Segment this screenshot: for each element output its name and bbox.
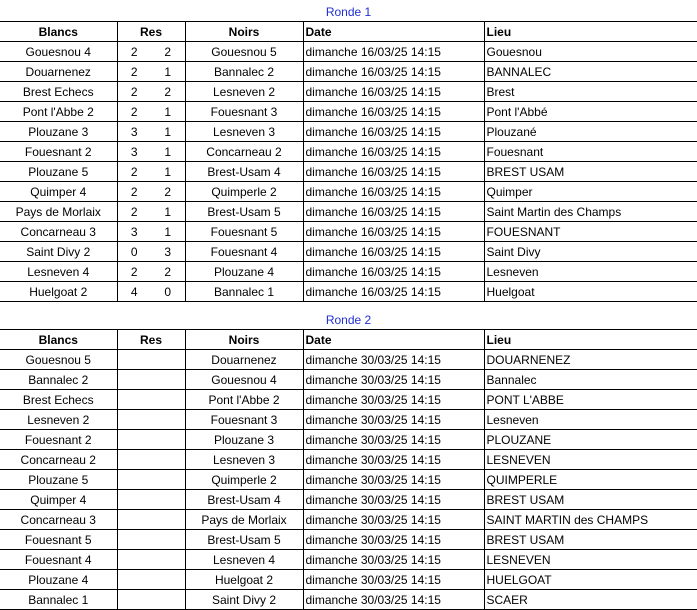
- game-row: [0, 370, 697, 390]
- white-team-cell: Plouzane 4: [0, 570, 117, 590]
- date-cell: dimanche 16/03/25 14:15: [303, 222, 484, 242]
- date-cell: dimanche 16/03/25 14:15: [303, 182, 484, 202]
- black-team-cell: Quimperle 2: [185, 182, 303, 202]
- place-cell: Saint Martin des Champs: [484, 202, 697, 222]
- date-cell: dimanche 16/03/25 14:15: [303, 82, 484, 102]
- game-row: [0, 590, 697, 610]
- result-black-cell: 2: [151, 42, 185, 62]
- result-white-cell: [117, 570, 151, 590]
- white-team-cell: Bannalec 1: [0, 590, 117, 610]
- place-cell: Fouesnant: [484, 142, 697, 162]
- round-1-table: [0, 2, 697, 302]
- white-team-cell: Plouzane 5: [0, 162, 117, 182]
- game-row: [0, 570, 697, 590]
- date-cell: dimanche 30/03/25 14:15: [303, 410, 484, 430]
- result-black-cell: 1: [151, 222, 185, 242]
- result-white-cell: 0: [117, 242, 151, 262]
- result-black-cell: 1: [151, 122, 185, 142]
- game-row: [0, 202, 697, 222]
- result-black-cell: [151, 590, 185, 610]
- white-team-cell: Douarnenez: [0, 62, 117, 82]
- place-cell: Lesneven: [484, 410, 697, 430]
- result-white-cell: [117, 510, 151, 530]
- result-white-cell: 2: [117, 102, 151, 122]
- game-row: [0, 410, 697, 430]
- result-black-cell: 1: [151, 202, 185, 222]
- white-team-cell: Concarneau 2: [0, 450, 117, 470]
- black-team-cell: Pays de Morlaix: [185, 510, 303, 530]
- game-row: [0, 530, 697, 550]
- col-header-white: Blancs: [0, 22, 117, 42]
- date-cell: dimanche 16/03/25 14:15: [303, 282, 484, 302]
- black-team-cell: Brest-Usam 5: [185, 530, 303, 550]
- place-cell: Lesneven: [484, 262, 697, 282]
- black-team-cell: Quimperle 2: [185, 470, 303, 490]
- place-cell: LESNEVEN: [484, 550, 697, 570]
- result-white-cell: 3: [117, 142, 151, 162]
- header-row: [0, 330, 697, 350]
- place-cell: HUELGOAT: [484, 570, 697, 590]
- black-team-cell: Douarnenez: [185, 350, 303, 370]
- date-cell: dimanche 16/03/25 14:15: [303, 202, 484, 222]
- white-team-cell: Brest Echecs: [0, 390, 117, 410]
- black-team-cell: Plouzane 3: [185, 430, 303, 450]
- result-black-cell: 1: [151, 142, 185, 162]
- date-cell: dimanche 30/03/25 14:15: [303, 390, 484, 410]
- result-black-cell: [151, 410, 185, 430]
- round-title: Ronde 2: [0, 310, 697, 330]
- white-team-cell: Pays de Morlaix: [0, 202, 117, 222]
- black-team-cell: Pont l'Abbe 2: [185, 390, 303, 410]
- white-team-cell: Fouesnant 2: [0, 142, 117, 162]
- date-cell: dimanche 16/03/25 14:15: [303, 242, 484, 262]
- date-cell: dimanche 30/03/25 14:15: [303, 570, 484, 590]
- col-header-place: Lieu: [484, 22, 697, 42]
- result-black-cell: 2: [151, 262, 185, 282]
- place-cell: BREST USAM: [484, 490, 697, 510]
- date-cell: dimanche 16/03/25 14:15: [303, 262, 484, 282]
- game-row: [0, 450, 697, 470]
- white-team-cell: Quimper 4: [0, 182, 117, 202]
- col-header-result: Res: [117, 22, 185, 42]
- black-team-cell: Huelgoat 2: [185, 570, 303, 590]
- black-team-cell: Fouesnant 5: [185, 222, 303, 242]
- white-team-cell: Gouesnou 5: [0, 350, 117, 370]
- date-cell: dimanche 30/03/25 14:15: [303, 370, 484, 390]
- result-black-cell: [151, 390, 185, 410]
- game-row: [0, 162, 697, 182]
- place-cell: BREST USAM: [484, 530, 697, 550]
- place-cell: SAINT MARTIN des CHAMPS: [484, 510, 697, 530]
- black-team-cell: Fouesnant 3: [185, 410, 303, 430]
- game-row: [0, 142, 697, 162]
- game-row: [0, 490, 697, 510]
- date-cell: dimanche 30/03/25 14:15: [303, 350, 484, 370]
- white-team-cell: Lesneven 2: [0, 410, 117, 430]
- col-header-black: Noirs: [185, 330, 303, 350]
- game-row: [0, 262, 697, 282]
- date-cell: dimanche 30/03/25 14:15: [303, 450, 484, 470]
- white-team-cell: Brest Echecs: [0, 82, 117, 102]
- result-white-cell: 2: [117, 62, 151, 82]
- result-black-cell: [151, 370, 185, 390]
- col-header-date: Date: [303, 22, 484, 42]
- black-team-cell: Gouesnou 5: [185, 42, 303, 62]
- result-white-cell: [117, 550, 151, 570]
- place-cell: Plouzané: [484, 122, 697, 142]
- place-cell: Gouesnou: [484, 42, 697, 62]
- black-team-cell: Brest-Usam 4: [185, 490, 303, 510]
- date-cell: dimanche 16/03/25 14:15: [303, 42, 484, 62]
- result-white-cell: 3: [117, 122, 151, 142]
- game-row: [0, 430, 697, 450]
- black-team-cell: Lesneven 4: [185, 550, 303, 570]
- result-white-cell: [117, 530, 151, 550]
- game-row: [0, 62, 697, 82]
- white-team-cell: Fouesnant 2: [0, 430, 117, 450]
- place-cell: QUIMPERLE: [484, 470, 697, 490]
- game-row: [0, 82, 697, 102]
- result-black-cell: 2: [151, 182, 185, 202]
- result-white-cell: [117, 390, 151, 410]
- date-cell: dimanche 30/03/25 14:15: [303, 470, 484, 490]
- place-cell: SCAER: [484, 590, 697, 610]
- black-team-cell: Lesneven 3: [185, 450, 303, 470]
- result-black-cell: [151, 550, 185, 570]
- date-cell: dimanche 30/03/25 14:15: [303, 590, 484, 610]
- game-row: [0, 470, 697, 490]
- date-cell: dimanche 16/03/25 14:15: [303, 122, 484, 142]
- result-black-cell: [151, 450, 185, 470]
- result-black-cell: [151, 530, 185, 550]
- white-team-cell: Fouesnant 4: [0, 550, 117, 570]
- round-2-table: [0, 310, 697, 610]
- result-white-cell: 2: [117, 42, 151, 62]
- place-cell: DOUARNENEZ: [484, 350, 697, 370]
- black-team-cell: Fouesnant 4: [185, 242, 303, 262]
- white-team-cell: Pont l'Abbe 2: [0, 102, 117, 122]
- white-team-cell: Concarneau 3: [0, 222, 117, 242]
- game-row: [0, 182, 697, 202]
- result-white-cell: 2: [117, 202, 151, 222]
- result-white-cell: [117, 450, 151, 470]
- white-team-cell: Bannalec 2: [0, 370, 117, 390]
- result-black-cell: [151, 510, 185, 530]
- place-cell: Pont l'Abbé: [484, 102, 697, 122]
- place-cell: Saint Divy: [484, 242, 697, 262]
- black-team-cell: Plouzane 4: [185, 262, 303, 282]
- result-white-cell: [117, 410, 151, 430]
- col-header-black: Noirs: [185, 22, 303, 42]
- date-cell: dimanche 30/03/25 14:15: [303, 530, 484, 550]
- black-team-cell: Brest-Usam 5: [185, 202, 303, 222]
- result-white-cell: [117, 470, 151, 490]
- place-cell: LESNEVEN: [484, 450, 697, 470]
- result-black-cell: [151, 470, 185, 490]
- result-black-cell: 3: [151, 242, 185, 262]
- round-title: Ronde 1: [0, 2, 697, 22]
- date-cell: dimanche 16/03/25 14:15: [303, 162, 484, 182]
- white-team-cell: Concarneau 3: [0, 510, 117, 530]
- place-cell: Quimper: [484, 182, 697, 202]
- place-cell: PLOUZANE: [484, 430, 697, 450]
- col-header-result: Res: [117, 330, 185, 350]
- game-row: [0, 242, 697, 262]
- white-team-cell: Saint Divy 2: [0, 242, 117, 262]
- white-team-cell: Quimper 4: [0, 490, 117, 510]
- date-cell: dimanche 16/03/25 14:15: [303, 62, 484, 82]
- black-team-cell: Lesneven 2: [185, 82, 303, 102]
- date-cell: dimanche 30/03/25 14:15: [303, 510, 484, 530]
- black-team-cell: Concarneau 2: [185, 142, 303, 162]
- result-black-cell: 1: [151, 102, 185, 122]
- result-white-cell: 4: [117, 282, 151, 302]
- round-1-section: [0, 2, 697, 302]
- black-team-cell: Bannalec 1: [185, 282, 303, 302]
- col-header-place: Lieu: [484, 330, 697, 350]
- result-white-cell: 3: [117, 222, 151, 242]
- place-cell: Brest: [484, 82, 697, 102]
- col-header-date: Date: [303, 330, 484, 350]
- result-white-cell: 2: [117, 262, 151, 282]
- black-team-cell: Lesneven 3: [185, 122, 303, 142]
- white-team-cell: Huelgoat 2: [0, 282, 117, 302]
- date-cell: dimanche 30/03/25 14:15: [303, 550, 484, 570]
- white-team-cell: Lesneven 4: [0, 262, 117, 282]
- date-cell: dimanche 16/03/25 14:15: [303, 102, 484, 122]
- place-cell: FOUESNANT: [484, 222, 697, 242]
- game-row: [0, 222, 697, 242]
- game-row: [0, 282, 697, 302]
- result-white-cell: [117, 590, 151, 610]
- result-white-cell: 2: [117, 182, 151, 202]
- date-cell: dimanche 30/03/25 14:15: [303, 430, 484, 450]
- black-team-cell: Saint Divy 2: [185, 590, 303, 610]
- result-black-cell: [151, 430, 185, 450]
- place-cell: BANNALEC: [484, 62, 697, 82]
- col-header-white: Blancs: [0, 330, 117, 350]
- result-white-cell: 2: [117, 82, 151, 102]
- result-white-cell: 2: [117, 162, 151, 182]
- black-team-cell: Bannalec 2: [185, 62, 303, 82]
- game-row: [0, 510, 697, 530]
- white-team-cell: Fouesnant 5: [0, 530, 117, 550]
- game-row: [0, 350, 697, 370]
- white-team-cell: Plouzane 3: [0, 122, 117, 142]
- place-cell: Huelgoat: [484, 282, 697, 302]
- result-white-cell: [117, 350, 151, 370]
- game-row: [0, 550, 697, 570]
- black-team-cell: Fouesnant 3: [185, 102, 303, 122]
- place-cell: Bannalec: [484, 370, 697, 390]
- black-team-cell: Brest-Usam 4: [185, 162, 303, 182]
- header-row: [0, 22, 697, 42]
- game-row: [0, 102, 697, 122]
- place-cell: BREST USAM: [484, 162, 697, 182]
- black-team-cell: Gouesnou 4: [185, 370, 303, 390]
- date-cell: dimanche 16/03/25 14:15: [303, 142, 484, 162]
- white-team-cell: Gouesnou 4: [0, 42, 117, 62]
- result-black-cell: 1: [151, 62, 185, 82]
- white-team-cell: Plouzane 5: [0, 470, 117, 490]
- round-2-section: [0, 310, 697, 610]
- result-black-cell: 1: [151, 162, 185, 182]
- game-row: [0, 42, 697, 62]
- result-white-cell: [117, 430, 151, 450]
- result-black-cell: [151, 350, 185, 370]
- date-cell: dimanche 30/03/25 14:15: [303, 490, 484, 510]
- result-black-cell: [151, 570, 185, 590]
- result-black-cell: 2: [151, 82, 185, 102]
- result-black-cell: [151, 490, 185, 510]
- game-row: [0, 122, 697, 142]
- game-row: [0, 390, 697, 410]
- result-white-cell: [117, 370, 151, 390]
- place-cell: PONT L'ABBE: [484, 390, 697, 410]
- result-black-cell: 0: [151, 282, 185, 302]
- result-white-cell: [117, 490, 151, 510]
